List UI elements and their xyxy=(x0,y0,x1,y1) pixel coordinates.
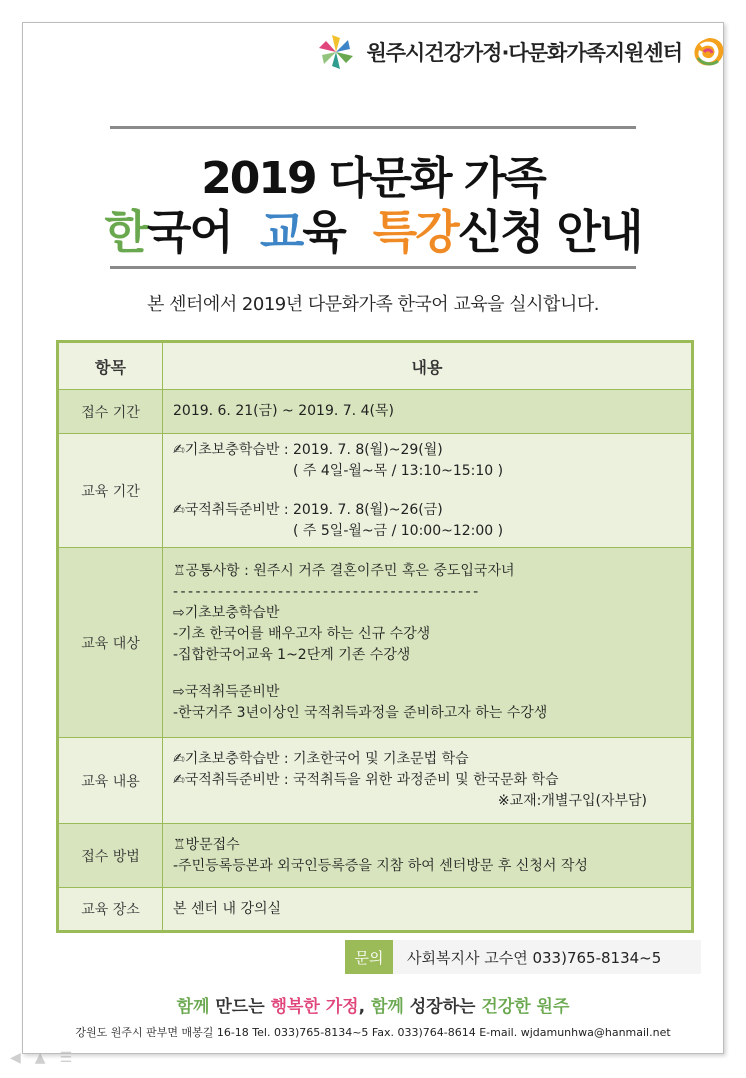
row-label: 교육 기간 xyxy=(58,434,163,548)
target-line: -기초 한국어를 배우고자 하는 신규 수강생 xyxy=(173,626,431,642)
slogan-part: , xyxy=(358,997,371,1017)
slogan xyxy=(0,992,746,1017)
title-highlight-teukgang: 특강 xyxy=(372,205,458,259)
row-content xyxy=(163,738,693,824)
row-method xyxy=(58,824,693,888)
target-line: -집합한국어교육 1~2단계 기존 수강생 xyxy=(173,647,411,663)
row-place xyxy=(58,888,693,932)
slogan-part: 행복한 가정 xyxy=(270,997,359,1017)
row-content xyxy=(163,548,693,738)
row-apply-period xyxy=(58,390,693,434)
viewer-nav xyxy=(10,1050,72,1066)
page-title-line2 xyxy=(0,196,746,262)
page-title-line1: 2019 다문화 가족 xyxy=(201,153,545,204)
title-text-yuk: 육 xyxy=(302,205,373,259)
row-label: 접수 방법 xyxy=(58,824,163,888)
target-line: ⇨국적취득준비반 xyxy=(173,684,280,700)
title-highlight-gyo: 교 xyxy=(259,205,303,259)
method-line: -주민등록등본과 외국인등록증을 지참 하여 센터방문 후 신청서 작성 xyxy=(173,857,588,874)
contact-box xyxy=(345,940,701,974)
title-highlight-han: 한 xyxy=(104,205,147,259)
row-label: 접수 기간 xyxy=(58,390,163,434)
menu-icon[interactable]: ☰ xyxy=(59,1050,73,1066)
slogan-part: 건강한 원주 xyxy=(481,997,570,1017)
target-divider: - - - - - - - - - - - - - - - - - - - - - - - - - - - - - - - - - - - - - - - - - xyxy=(173,584,478,600)
title-divider-top xyxy=(110,126,636,129)
row-content xyxy=(163,824,693,888)
contact-text: 사회복지사 고수연 033)765-8134~5 xyxy=(393,940,701,974)
row-content xyxy=(163,434,693,548)
header-content: 내용 xyxy=(163,342,693,390)
row-label: 교육 장소 xyxy=(58,888,163,932)
org-name: 원주시건강가정·다문화가족지원센터 xyxy=(366,41,682,65)
title-text-sincheong: 신청 안내 xyxy=(457,205,642,259)
row-label: 교육 내용 xyxy=(58,738,163,824)
slogan-part: 만드는 xyxy=(209,997,271,1017)
table-header-row xyxy=(58,342,693,390)
row-label: 교육 대상 xyxy=(58,548,163,738)
row-content-info xyxy=(58,738,693,824)
content-line: ✍국적취득준비반 : 국적취득을 위한 과정준비 및 한국문화 학습 xyxy=(173,772,559,788)
row-content: 2019. 6. 21(금) ~ 2019. 7. 4(목) xyxy=(163,390,693,434)
info-table xyxy=(56,340,694,933)
org-header xyxy=(314,32,728,72)
center-emblem-icon xyxy=(690,34,728,70)
target-line: ⇨기초보충학습반 xyxy=(173,605,280,621)
title-text-gugeo: 국어 xyxy=(146,205,260,259)
footer-address: 강원도 원주시 판부면 매봉길 16-18 Tel. 033)765-8134~5 Fax. 033)764-8614 E-mail. wjdamunhwa@hanmail.net xyxy=(75,1026,671,1039)
edu-period-line: ✍기초보충학습반 : 2019. 7. 8(월)~29(월) xyxy=(173,441,443,458)
row-edu-period xyxy=(58,434,693,548)
method-line: ♖방문접수 xyxy=(173,836,240,853)
edu-period-line: ( 주 5일-월~금 / 10:00~12:00 ) xyxy=(293,522,504,539)
pinwheel-logo-icon xyxy=(314,32,358,72)
content-note: ※교재:개별구입(자부담) xyxy=(497,793,647,809)
intro-text: 본 센터에서 2019년 다문화가족 한국어 교육을 실시합니다. xyxy=(147,294,599,315)
prev-page-icon[interactable]: ◀ xyxy=(10,1050,21,1066)
header-item: 항목 xyxy=(58,342,163,390)
up-page-icon[interactable]: ▲ xyxy=(34,1050,46,1066)
content-line: ✍기초보충학습반 : 기초한국어 및 기초문법 학습 xyxy=(173,751,469,767)
row-content: 본 센터 내 강의실 xyxy=(163,888,693,932)
edu-period-line: ✍국적취득준비반 : 2019. 7. 8(월)~26(금) xyxy=(173,501,443,518)
target-line: ♖공통사항 : 원주시 거주 결혼이주민 혹은 중도입국자녀 xyxy=(173,563,515,579)
contact-badge: 문의 xyxy=(345,940,393,974)
edu-period-line: ( 주 4일-월~목 / 13:10~15:10 ) xyxy=(293,462,504,479)
slogan-part: 함께 xyxy=(176,997,210,1017)
slogan-part: 함께 xyxy=(370,997,404,1017)
row-target xyxy=(58,548,693,738)
slogan-part: 성장하는 xyxy=(403,997,482,1017)
title-divider-bottom xyxy=(110,266,636,269)
target-line: -한국거주 3년이상인 국적취득과정을 준비하고자 하는 수강생 xyxy=(173,705,548,721)
